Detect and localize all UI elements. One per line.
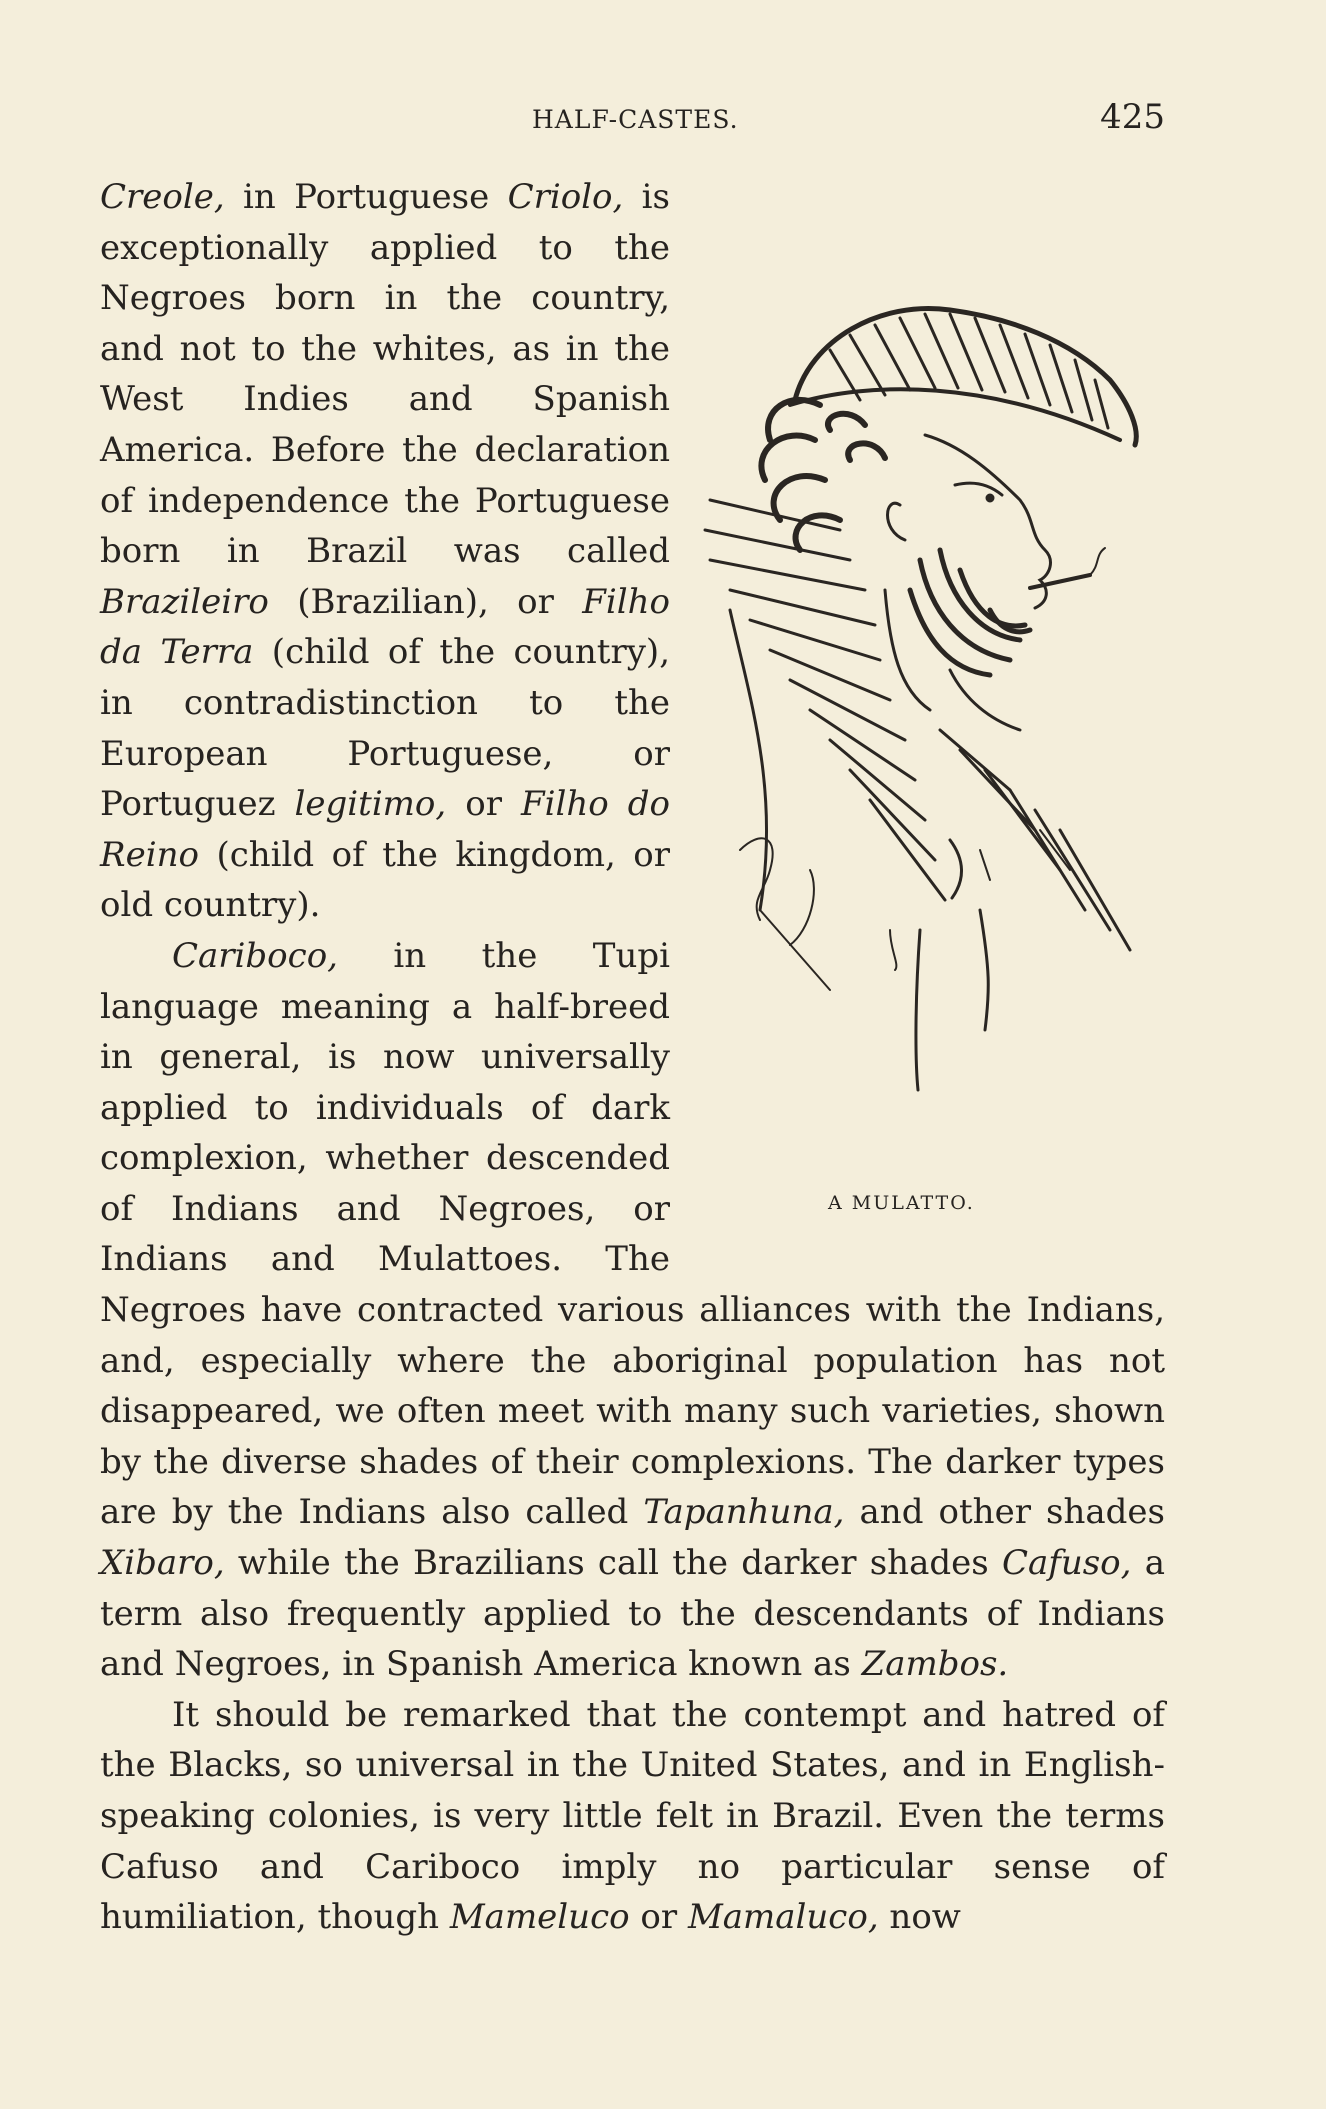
term-filho-da-terra: Filho da Terra (100, 581, 670, 673)
page-number: 425 (1100, 97, 1165, 137)
text-run: in the Tupi language meaning a half-breed in general, is now universally applied to individuals of dark complexion, whether descended of Indians and Negroes, or Indians and Mulattoes. The Negroes have contracted various alliances with the Indians, and, especially where the aboriginal population has not disappeared, we often meet with many such varieties, shown by the diverse shades of their complexions. The darker types are by the Indians also called (100, 935, 1165, 1533)
text-run: (Brazilian), or (268, 581, 583, 622)
text-run: in Portuguese (224, 177, 508, 217)
mulatto-illustration (690, 230, 1165, 1242)
text-run: now (878, 1897, 961, 1938)
term-mameluco: Mameluco (449, 1897, 630, 1938)
term-cariboco: Cariboco, (172, 935, 338, 976)
mulatto-engraving-image (690, 230, 1165, 1170)
paragraph-contempt (100, 1690, 1165, 1943)
text-run: a term also frequently applied to the descendants of Indians and Negroes, in Spanish America known as (100, 1543, 1165, 1685)
term-xibaro: Xibaro, (100, 1543, 225, 1584)
figure-caption: A MULATTO. (828, 1192, 975, 1214)
text-run: is exceptionally applied to the Negroes born in the country, and not to the whites, as in the West Indies and Spanish America. Before the declaration of independence the Portuguese born in Brazil was called (100, 177, 670, 572)
term-creole: Creole, (100, 177, 225, 217)
text-run: or (629, 1897, 688, 1938)
term-filho-do-reino: Filho do Reino (100, 784, 670, 875)
running-head: HALF-CASTES. (532, 105, 739, 134)
term-mamaluco: Mamaluco, (687, 1897, 879, 1938)
text-run: (child of the kingdom, or old country). (100, 834, 670, 926)
text-run: while the Brazilians call the darker shades (224, 1543, 1002, 1584)
text-run: or (446, 784, 522, 825)
term-zambos: Zambos. (861, 1644, 1009, 1685)
term-cafuso: Cafuso, (1001, 1543, 1132, 1584)
term-brazileiro: Brazileiro (100, 581, 269, 622)
term-criolo: Criolo, (507, 177, 624, 217)
page-header (100, 97, 1165, 147)
text-run: It should be remarked that the contempt and hatred of the Blacks, so universal in the United States, and in English-speaking colonies, is very little felt in Brazil. Even the terms Cafuso and Cariboco imply no particular sense of humiliation, though (100, 1694, 1165, 1938)
text-run: (child of the country), in contradistinction to the European Portuguese, or Portuguez (100, 632, 671, 825)
body-text (100, 172, 1165, 1943)
term-legitimo: legitimo, (294, 784, 447, 825)
text-run: and other shades (844, 1492, 1165, 1533)
term-tapanhuna: Tapanhuna, (643, 1492, 845, 1533)
